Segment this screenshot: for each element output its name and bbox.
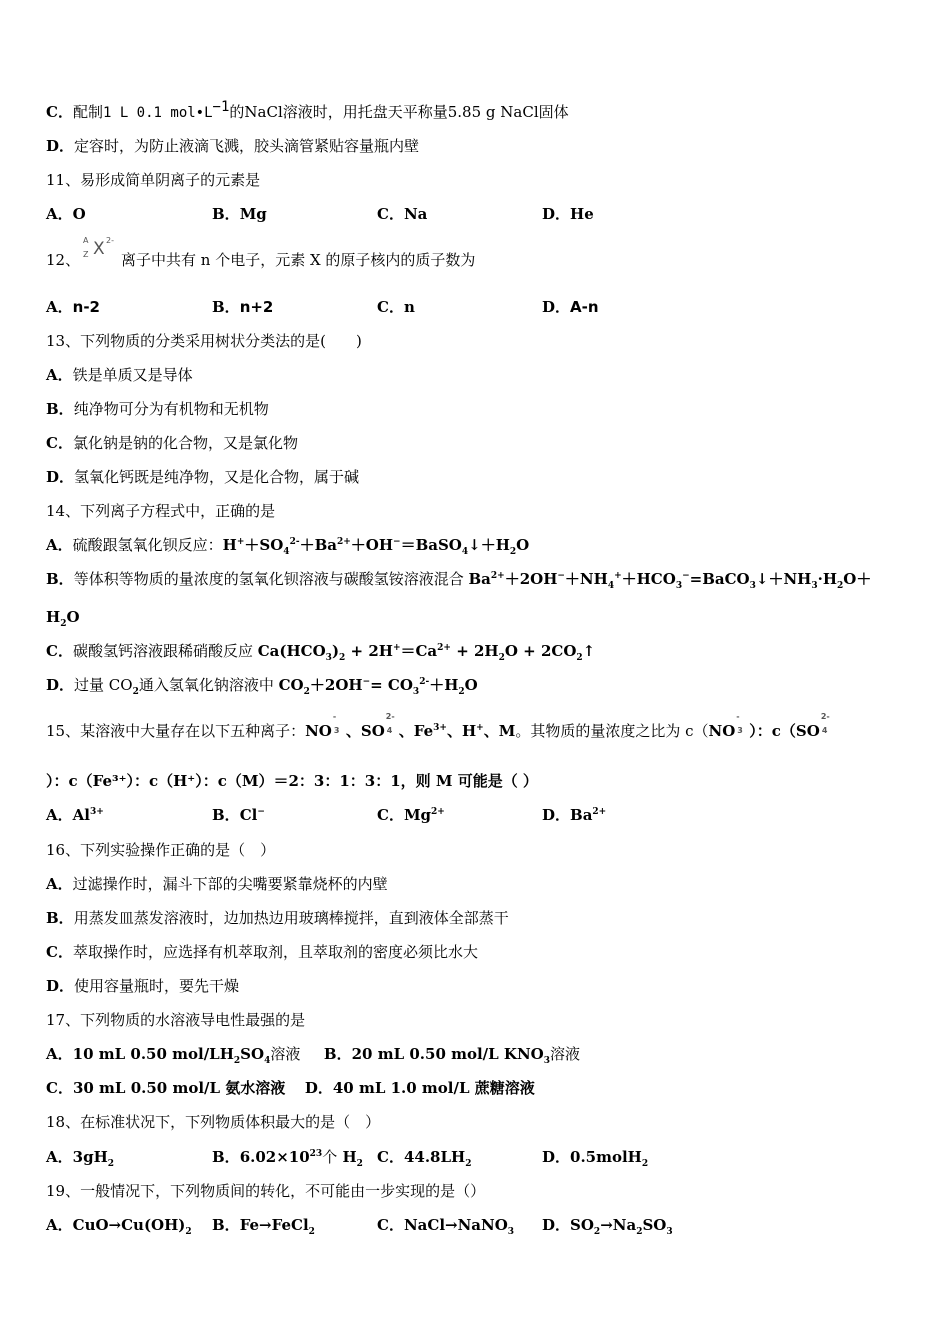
q16-option-d: D．使用容量瓶时，要先干燥 [46,977,240,995]
q15-stem: 15、某溶液中大量存在以下五种离子：NO - 3 、SO 2- 4 、$Fe^{3+}$、H+、M。其物质的量浓度之比为 c（NO - 3 ）：c（SO 2- 4 [46,712,830,740]
q17-options-ab: A．10 mL 0.50 mol/$LH_2SO_4$溶液 B．20 mL 0.50 mol/L $KNO_3$溶液 [46,1045,581,1066]
q16-option-c: C．萃取操作时，应选择有机萃取剂，且萃取剂的密度必须比水大 [46,943,478,961]
nuclide-symbol: A Z X 2- [83,236,114,259]
option-letter: C． [46,103,73,121]
q12-number: 12、 [46,251,81,269]
q13-option-d: D．氢氧化钙既是纯净物，又是化合物，属于碱 [46,468,360,486]
q18-option-b: B．$6.02\times 10^{23}$个 $H_2$ [212,1148,363,1169]
q11-option-c: C．Na [377,205,428,223]
q18-stem: 18、在标准状况下，下列物质体积最大的是（ ） [46,1113,381,1131]
q12-option-b: B．n+2 [212,298,274,316]
q12-option-d: D．A-n [542,298,599,316]
q13-stem: 13、下列物质的分类采用树状分类法的是( ) [46,332,362,350]
q15-option-a: A．$Al^{3+}$ [46,806,104,824]
option-letter: D． [46,137,75,155]
q15-stem-cont: ）：c（Fe³⁺）：c（H⁺）：c（M）＝2：3：1：3：1，则 M 可能是（ ） [46,772,538,790]
q16-option-b: B．用蒸发皿蒸发溶液时，边加热边用玻璃棒搅拌，直到液体全部蒸干 [46,909,509,927]
q11-option-b: B．Mg [212,205,267,223]
q14-option-b: B．等体积等物质的量浓度的氢氧化钡溶液与碳酸氢铵溶液混合 $Ba^{2+}+2OH^-+NH_4^++HCO_3^-=BaCO_3↓+NH_3\cdot H_2O+$ [46,570,872,591]
q19-stem: 19、一般情况下，下列物质间的转化，不可能由一步实现的是（） [46,1182,486,1200]
q14-option-c: C．碳酸氢钙溶液跟稀硝酸反应 $Ca(HCO_3)_2 + 2H^+=Ca^{2+} + 2H_2O$ + $2CO_2↑$ [46,642,596,663]
q14-option-d: D．过量 $CO_2$通入氢氧化钠溶液中 $CO_2+2OH^-= CO_3^{2-}+H_2O$ [46,676,478,697]
q11-stem: 11、易形成简单阴离子的元素是 [46,171,261,189]
q16-option-a: A．过滤操作时，漏斗下部的尖嘴要紧靠烧杯的内壁 [46,875,388,893]
q16-stem: 16、下列实验操作正确的是（ ） [46,841,276,859]
q13-option-b: B．纯净物可分为有机物和无机物 [46,400,269,418]
q19-option-a: A．$CuO\to Cu(OH)_2$ [46,1216,192,1237]
q18-option-d: D．0.5molH$_2$ [542,1148,649,1169]
q14-option-a: A．硫酸跟氢氧化钡反应：$H^++SO_4^{2-}+Ba^{2+}+OH^-=BaSO_4↓+H_2O$ [46,536,530,557]
q13-option-c: C．氯化钠是钠的化合物，又是氯化物 [46,434,298,452]
q19-option-d: D．$SO_2\to Na_2SO_3$ [542,1216,673,1237]
q14-option-b-cont: $H_2O$ [46,608,80,629]
q11-option-a: A．O [46,205,86,223]
q11-option-d: D．He [542,205,594,223]
q19-option-c: C．NaCl→NaNO$_3$ [377,1216,515,1237]
q12-option-c: C．n [377,298,415,316]
q17-stem: 17、下列物质的水溶液导电性最强的是 [46,1011,306,1029]
q12-option-a: A．n-2 [46,298,100,316]
q10-option-d: D．定容时，为防止液滴飞溅，胶头滴管紧贴容量瓶内壁 [46,137,420,155]
q15-option-d: D．$Ba^{2+}$ [542,806,607,824]
q19-option-b: B．Fe→FeCl$_2$ [212,1216,315,1237]
q17-options-cd: C．30 mL 0.50 mol/L 氨水溶液 D．40 mL 1.0 mol/L 蔗糖溶液 [46,1079,535,1097]
q10-option-c: C．配制1 L 0.1 $mol•L^{-1}$的NaCl溶液时，用托盘天平称量5.85 g NaCl固体 [46,99,569,121]
q18-option-a: A．$3gH_2$ [46,1148,115,1169]
q18-option-c: C．$44.8LH_2$ [377,1148,472,1169]
q12-stem: 离子中共有 n 个电子，元素 X 的原子核内的质子数为 [121,251,476,269]
q15-option-c: C．$Mg^{2+}$ [377,806,445,824]
q13-option-a: A．铁是单质又是导体 [46,366,193,384]
q15-option-b: B．Cl− [212,806,265,824]
q14-stem: 14、下列离子方程式中，正确的是 [46,502,276,520]
